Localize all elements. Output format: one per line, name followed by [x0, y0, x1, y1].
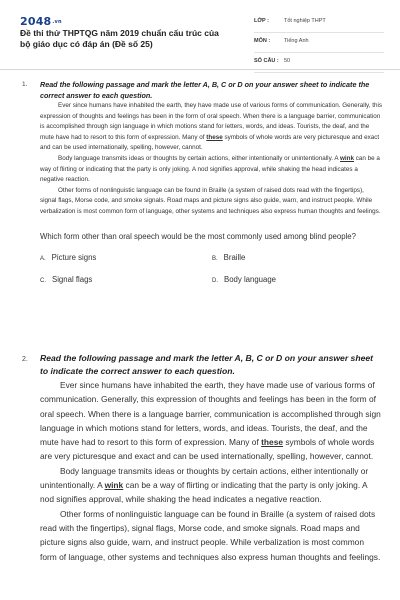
question-number: 1.: [22, 81, 28, 88]
question-number: 2.: [22, 356, 28, 363]
option-text: Braille: [223, 252, 246, 262]
meta-key: SỐ CÂU :: [254, 58, 279, 64]
meta-value: Tiếng Anh: [284, 38, 309, 44]
passage-paragraph-3: Other forms of nonlinguistic language can be found in Braille (a system of raised dots read with the fingertips), signal flags, Morse code, and smoke signals. Road maps and picture signs also guide, warn, and instruct people. While verbalization is most common form of language, other systems and techniques also express human thoughts and feelings.: [40, 186, 381, 215]
passage-text: Ever since humans have inhabited the earth, they have made use of various forms of communication. Generally, this expression of thoughts and feelings has been in the form of oral speech. When there is a language barrier, communication is accomplished through sign language in which motions stand for letters, words, and ideas. Tourists, the deaf, and the mute have had to resort to this form of expression. Many of: [40, 380, 381, 448]
meta-key: LỚP :: [254, 18, 269, 24]
keyword-wink: wink: [340, 154, 355, 162]
passage-paragraph-1: [40, 101, 382, 154]
option-c[interactable]: [40, 275, 92, 284]
meta-value: Tốt nghiệp THPT: [284, 18, 326, 24]
question-body: [40, 352, 382, 564]
passage-text: symbols of whole words are very picturesque and exact and can be used internationally, spelling, however, cannot.: [40, 437, 375, 462]
logo-suffix: .vn: [52, 19, 62, 25]
passage-text: Body language transmits ideas or thoughts by certain actions, either intentionally or unintentionally. A: [40, 465, 369, 491]
option-letter: B.: [212, 255, 218, 262]
meta-key: MÔN :: [254, 38, 271, 44]
question-instruction: Read the following passage and mark the letter A, B, C or D on your answer sheet to indicate the correct answer to each question.: [40, 353, 373, 376]
option-text: Signal flags: [52, 274, 93, 284]
keyword-these: these: [261, 437, 284, 448]
passage-paragraph-1: [40, 378, 382, 464]
passage-text: Body language transmits ideas or thoughts by certain actions, either intentionally or unintentionally. A: [58, 154, 341, 162]
option-letter: D.: [212, 277, 218, 284]
passage-text: can be a way of flirting or indicating that the party is only joking. A nod signifies approval, while shaking the head indicates a negative reaction.: [40, 480, 368, 505]
question-body: [40, 79, 382, 301]
option-text: Picture signs: [51, 252, 97, 262]
header-divider: [0, 69, 400, 70]
meta-value: 50: [284, 58, 291, 64]
passage-paragraph-2: [40, 464, 382, 507]
keyword-these: these: [206, 133, 223, 141]
answer-options: [40, 253, 382, 301]
meta-row-class: [254, 16, 384, 33]
passage-text: symbols of whole words are very picturesque and exact and can be used internationally, spelling, however, cannot.: [40, 133, 380, 152]
option-b[interactable]: [212, 253, 245, 262]
meta-row-count: [254, 56, 384, 73]
option-d[interactable]: [212, 275, 276, 284]
document-title: Đề thi thử THPTQG năm 2019 chuẩn cấu trúc của bộ giáo dục có đáp án (Đề số 25): [20, 28, 219, 49]
logo-main: 2048: [20, 15, 52, 28]
option-letter: C.: [40, 277, 46, 284]
option-letter: A.: [40, 255, 46, 262]
header: [0, 0, 400, 68]
option-text: Body language: [224, 274, 277, 284]
question-prompt: Which form other than oral speech would be the most commonly used among blind people?: [40, 231, 356, 241]
passage-text: can be a way of flirting or indicating that the party is only joking. A nod signifies approval, while shaking the head indicates a negative reaction.: [40, 154, 380, 184]
passage-text: Ever since humans have inhabited the earth, they have made use of various forms of communication. Generally, this expression of thoughts and feelings has been in the form of oral speech. When there is a language barrier, communication is accomplished through sign language in which motions stand for letters, words, and ideas. Tourists, the deaf, and the mute have had to resort to this form of expression. Many of: [40, 102, 382, 141]
passage-paragraph-3: Other forms of nonlinguistic language can be found in Braille (a system of raised dots read with the fingertips), signal flags, Morse code, and smoke signals. Road maps and picture signs also guide, warn, and instruct people. While verbalization is most common form of language, other systems and techniques also express human thoughts and feelings.: [40, 508, 381, 562]
question-instruction: Read the following passage and mark the letter A, B, C or D on your answer sheet to indicate the correct answer to each question.: [40, 80, 370, 100]
meta-row-subject: [254, 36, 384, 53]
exam-meta: [254, 16, 384, 76]
passage-paragraph-2: [40, 154, 382, 186]
site-logo[interactable]: [20, 15, 62, 28]
option-a[interactable]: [40, 253, 96, 262]
keyword-wink: wink: [104, 480, 124, 491]
